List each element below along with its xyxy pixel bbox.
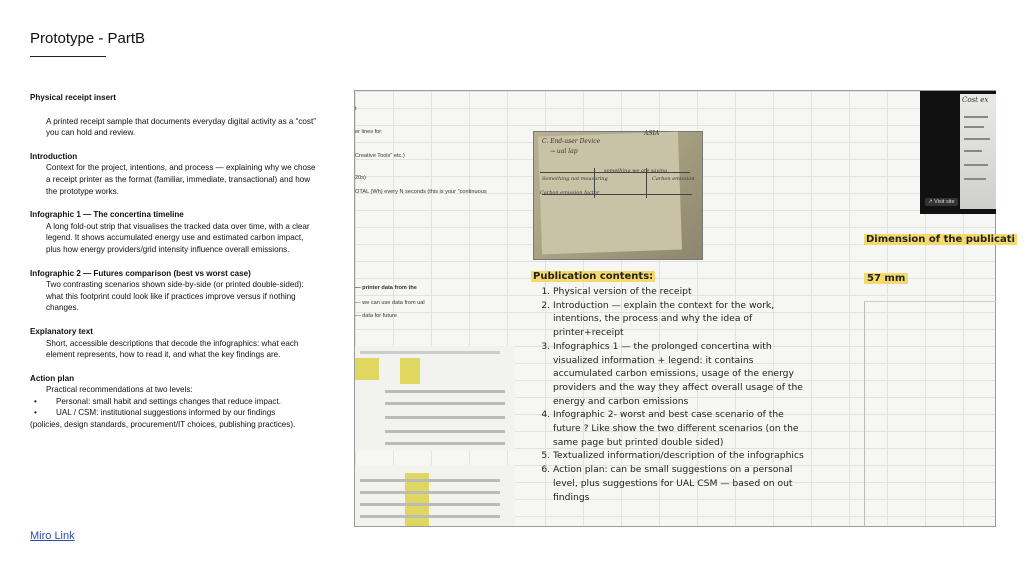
sheet-line: 20s): [355, 175, 366, 181]
sheet-row: [360, 515, 500, 518]
receipt-line: [964, 138, 990, 140]
visit-site-button[interactable]: ↗ Visit site: [925, 198, 958, 206]
section-text: Short, accessible descriptions that decode the infographics: what each element represents, how to read it, and what the key findings are.: [46, 338, 299, 360]
section-heading: Action plan: [30, 373, 75, 383]
sheet-line: — we can use data from ual: [355, 300, 425, 306]
sheet-row: [385, 430, 505, 433]
bullet-item: [30, 396, 320, 408]
sheet-row: [360, 351, 500, 354]
sheet-row: [385, 416, 505, 419]
sheet-line: t: [355, 106, 357, 112]
list-item: 1. Physical version of the receipt: [553, 285, 808, 299]
bullet-item: [30, 407, 320, 419]
dimension-heading: Dimension of the publicati: [866, 234, 1015, 245]
receipt-line: [964, 150, 982, 152]
sheet-row: [385, 402, 505, 405]
section-text: A printed receipt sample that documents everyday digital activity as a “cost” you can hold and review.: [46, 116, 316, 138]
bullet-dot-icon: •: [34, 396, 37, 406]
receipt-script: Cost ex: [962, 96, 989, 104]
sketch-text: → ual lap: [550, 148, 578, 155]
sheet-row: [360, 491, 500, 494]
empty-frame: [864, 301, 996, 527]
sketch-text: ASIA: [644, 130, 660, 137]
sketch-text: C. End-user Device: [542, 138, 601, 145]
list-item: 6. Action plan: can be small suggestions on a personal level, plus suggestions for UAL CSM — based on out findings: [553, 463, 808, 504]
sketch-text: Carbon emission: [652, 176, 695, 182]
sketch-line: [540, 172, 690, 173]
receipt-line: [964, 178, 986, 180]
section-heading: Physical receipt insert: [30, 93, 116, 102]
bullet-tail-text: (policies, design standards, procurement/IT choices, publishing practices).: [30, 420, 296, 430]
list-item: 3. Infographics 1 — the prolonged concertina with visualized information + legend: it contains accumulated carbon emissions, usage of the energy providers and the way they affect overall usage of the energy and carbon emissions: [553, 340, 808, 409]
sheet-row: [360, 479, 500, 482]
section-text: Context for the project, intentions, and process — explaining why we chose a receipt printer as the format (familiar, immediate, transactional) and how the prototype works.: [46, 163, 316, 196]
sketch-text: Something not measuring: [542, 176, 608, 182]
section-physical-receipt: [30, 92, 320, 139]
list-item: 5. Textualized information/description of the infographics: [553, 449, 808, 463]
miro-board-screenshot: [354, 90, 1015, 527]
receipt-line: [964, 116, 988, 118]
section-heading: Explanatory text: [30, 326, 93, 336]
section-infographic-1: [30, 209, 320, 255]
list-item: 2. Introduction — explain the context for the work, intentions, the process and why the idea of printer+receipt: [553, 299, 808, 340]
bullet-dot-icon: •: [34, 408, 37, 418]
dimension-value: 57 mm: [864, 273, 908, 284]
section-heading: Infographic 1 — The concertina timeline: [30, 210, 184, 220]
sheet-highlight: [355, 358, 379, 380]
receipt-photo: [920, 91, 996, 214]
spreadsheet-thumbnail: [355, 465, 515, 526]
sketch-text: something we are saying: [604, 168, 668, 174]
sketch-line: [542, 194, 692, 195]
sheet-line: — printer data from the: [355, 285, 417, 291]
receipt-paper: [960, 94, 996, 209]
bullet-text: Personal: small habit and settings changes that reduce impact.: [56, 396, 281, 406]
section-heading: Introduction: [30, 151, 78, 161]
section-action-plan: [30, 373, 320, 431]
sheet-line: — data for future: [355, 313, 397, 319]
page-title: Prototype - PartB: [30, 30, 146, 47]
bullet-text: UAL / CSM: institutional suggestions informed by our findings: [56, 408, 276, 418]
title-underline: [30, 56, 106, 57]
sketch-text: Carbon emission factor: [540, 190, 600, 196]
section-explanatory-text: [30, 326, 320, 361]
sheet-line: Creative Tools" etc.): [355, 153, 405, 159]
miro-link[interactable]: Miro Link: [30, 530, 75, 542]
sheet-line: OTAL (Wh) every N seconds (this is your "continuous: [355, 189, 487, 195]
sheet-line: er lines for:: [355, 129, 383, 135]
section-text: Two contrasting scenarios shown side-by-side (or printed double-sided): what this footprint could look like if practices improve versus if nothing changes.: [46, 280, 304, 313]
section-infographic-2: [30, 268, 320, 314]
sheet-row: [360, 503, 500, 506]
publication-heading: Publication contents:: [533, 271, 654, 282]
section-introduction: [30, 151, 320, 197]
sheet-row: [385, 390, 505, 393]
sketch-photo: [533, 131, 703, 260]
content-outline: [30, 92, 320, 443]
publication-list: [531, 285, 808, 504]
sheet-highlight: [400, 358, 420, 384]
list-item: 4. Infographic 2- worst and best case scenario of the future ? Like show the two different scenarios (on the same page but printed double sided): [553, 408, 808, 449]
section-heading: Infographic 2 — Futures comparison (best vs worst case): [30, 268, 251, 278]
section-text: Practical recommendations at two levels:: [46, 385, 193, 395]
sheet-row: [385, 442, 505, 445]
receipt-line: [964, 126, 984, 128]
receipt-line: [964, 164, 988, 166]
section-text: A long fold-out strip that visualises the tracked data over time, with a clear legend. It shows accumulated energy use and estimated carbon impact, plus how energy providers/grid intensity influence overall emissions.: [46, 221, 310, 254]
spreadsheet-thumbnail: [355, 346, 515, 451]
